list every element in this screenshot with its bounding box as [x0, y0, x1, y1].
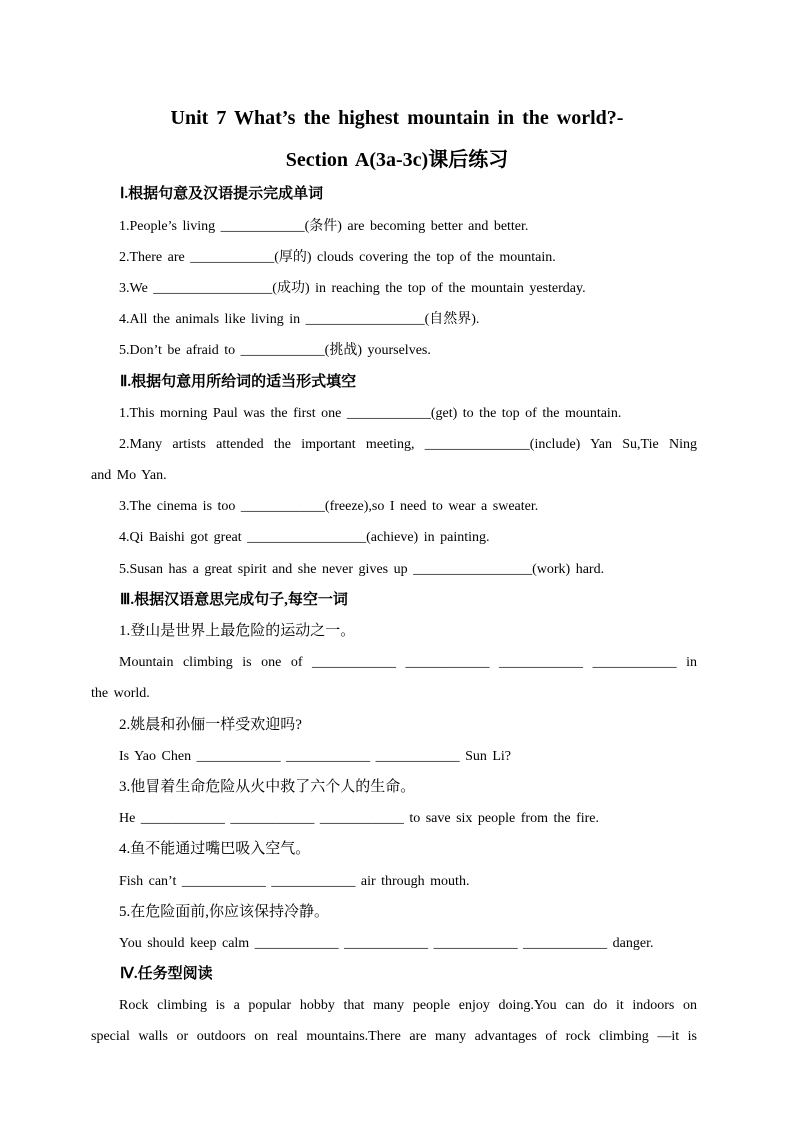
section-3-question-1-sentence: Mountain climbing is one of ____________ ____________ ____________ ____________ in — [119, 655, 697, 671]
worksheet-title — [0, 97, 794, 181]
section-1-question-1: 1.People’s living ____________(条件) are becoming better and better. — [119, 218, 529, 234]
section-3-heading: Ⅲ.根据汉语意思完成句子,每空一词 — [120, 591, 348, 608]
section-3-question-5-prompt: 5.在危险面前,你应该保持冷静。 — [119, 903, 330, 920]
section-3-question-2-sentence: Is Yao Chen ____________ ____________ ____________ Sun Li? — [119, 748, 512, 764]
title-line-2: Section A(3a-3c)课后练习 — [285, 149, 509, 171]
section-3-question-1-sentence-line-2: the world. — [91, 686, 150, 702]
section-3-question-4-prompt: 4.鱼不能通过嘴巴吸入空气。 — [119, 841, 311, 858]
section-1-question-3: 3.We _________________(成功) in reaching the top of the mountain yesterday. — [119, 280, 586, 296]
section-1-heading: Ⅰ.根据句意及汉语提示完成单词 — [120, 186, 324, 203]
worksheet-body — [91, 179, 697, 1052]
section-2-question-5: 5.Susan has a great spirit and she never gives up _________________(work) hard. — [119, 561, 605, 577]
section-3-question-1-prompt: 1.登山是世界上最危险的运动之一。 — [119, 623, 356, 640]
section-2-question-2: 2.Many artists attended the important meeting, _______________(include) Yan Su,Tie Ning — [119, 436, 697, 452]
section-3-question-4-sentence: Fish can’t ____________ ____________ air through mouth. — [119, 873, 470, 889]
section-2-heading: Ⅱ.根据句意用所给词的适当形式填空 — [120, 373, 357, 390]
section-4-heading: Ⅳ.任务型阅读 — [120, 966, 213, 983]
title-line-1: Unit 7 What’s the highest mountain in the world?- — [170, 107, 624, 129]
reading-passage — [91, 990, 697, 1052]
section-2-question-4: 4.Qi Baishi got great _________________(achieve) in painting. — [119, 530, 490, 546]
section-2-question-2-line-2: and Mo Yan. — [91, 468, 167, 484]
section-3-question-2-prompt: 2.姚晨和孙俪一样受欢迎吗? — [119, 716, 302, 733]
reading-passage-line-2: special walls or outdoors on real mountains.There are many advantages of rock climbing —it is — [91, 1029, 697, 1045]
section-1-question-2: 2.There are ____________(厚的) clouds covering the top of the mountain. — [119, 249, 556, 265]
section-2-question-3: 3.The cinema is too ____________(freeze),so I need to wear a sweater. — [119, 499, 539, 515]
section-1-question-5: 5.Don’t be afraid to ____________(挑战) yourselves. — [119, 343, 431, 359]
section-3-question-5-sentence: You should keep calm ____________ ____________ ____________ ____________ danger. — [119, 935, 654, 951]
section-3-question-3-prompt: 3.他冒着生命危险从火中救了六个人的生命。 — [119, 778, 416, 795]
section-1-question-4: 4.All the animals like living in _________________(自然界). — [119, 312, 480, 328]
section-3-question-3-sentence: He ____________ ____________ ____________ to save six people from the fire. — [119, 811, 599, 827]
reading-passage-line-1: Rock climbing is a popular hobby that many people enjoy doing.You can do it indoors on — [119, 998, 697, 1014]
section-2-question-1: 1.This morning Paul was the first one ____________(get) to the top of the mountain. — [119, 405, 622, 421]
